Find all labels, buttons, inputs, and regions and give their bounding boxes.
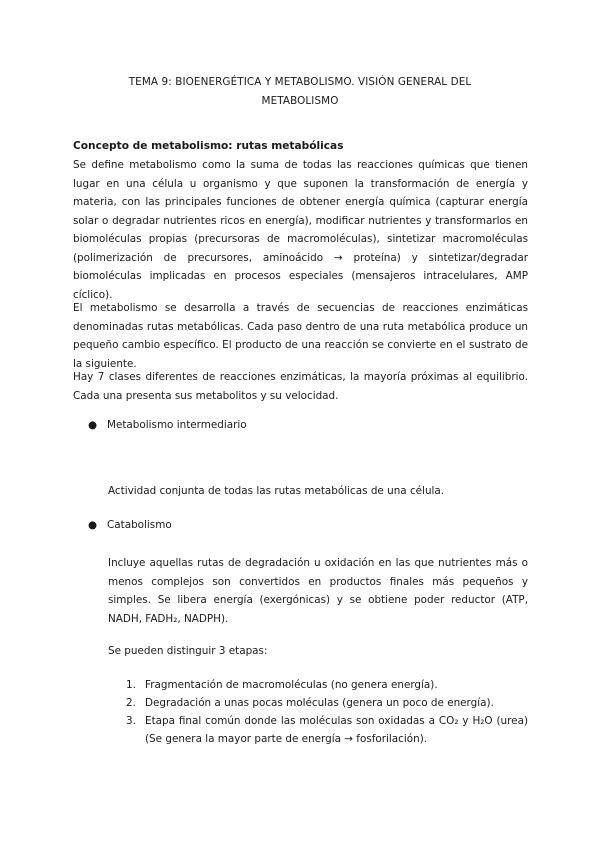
paragraph-metabolic-routes: El metabolismo se desarrolla a través de secuencias de reacciones enzimáticas denominadas rutas metabólicas. Cada paso dentro de una ruta metabólica produce un pequeño cambio específico. El producto de una reacción se convierte en el sustrato de la siguiente. — [73, 302, 528, 370]
bullet-icon: ● — [88, 519, 98, 531]
stages-list — [126, 676, 528, 748]
list-item-text: Degradación a unas pocas moléculas (genera un poco de energía). — [145, 697, 494, 709]
list-item-number: 1. — [126, 679, 136, 691]
section-heading: Concepto de metabolismo: rutas metabólicas — [73, 140, 344, 152]
list-item — [126, 694, 528, 712]
bullet-label: Catabolismo — [107, 519, 172, 531]
list-item-number: 2. — [126, 697, 136, 709]
list-item — [126, 712, 528, 748]
paragraph-enzymatic-classes: Hay 7 clases diferentes de reacciones enzimáticas, la mayoría próximas al equilibrio. Cada una presenta sus metabolitos y su velocidad. — [73, 371, 528, 402]
list-item-text: Fragmentación de macromoléculas (no genera energía). — [145, 679, 438, 691]
bullet-item-intermediate-metabolism — [88, 418, 247, 432]
bullet-icon: ● — [88, 419, 98, 431]
stages-intro: Se pueden distinguir 3 etapas: — [108, 645, 268, 657]
list-item-text: Etapa final común donde las moléculas son oxidadas a CO₂ y H₂O (urea) (Se genera la mayor parte de energía → fosforilación). — [145, 715, 528, 745]
list-item-number: 3. — [126, 715, 136, 727]
title-line-2: METABOLISMO — [261, 95, 339, 107]
list-item — [126, 676, 528, 694]
paragraph-definition: Se define metabolismo como la suma de todas las reacciones químicas que tienen lugar en una célula u organismo y que suponen la transformación de energía y materia, con las principales funciones de obtener energía química (capturar energía solar o degradar nutrientes ricos en energía), modificar nutrientes y transformarlos en biomoléculas propias (precursoras de macromoléculas), sintetizar macromoléculas (polimerización de precursores, aminoácido → proteína) y sintetizar/degradar biomoléculas implicadas en procesos especiales (mensajeros intracelulares, AMP cíclico). — [73, 159, 528, 301]
title-line-1: TEMA 9: BIOENERGÉTICA Y METABOLISMO. VISIÓN GENERAL DEL — [128, 76, 472, 88]
bullet-description-intermediate: Actividad conjunta de todas las rutas metabólicas de una célula. — [108, 485, 445, 497]
bullet-label: Metabolismo intermediario — [107, 419, 247, 431]
bullet-description-catabolism: Incluye aquellas rutas de degradación u oxidación en las que nutrientes más o menos complejos son convertidos en productos finales más pequeños y simples. Se libera energía (exergónicas) y se obtiene poder reductor (ATP, NADH, FADH₂, NADPH). — [108, 557, 528, 625]
document-title — [100, 73, 500, 111]
bullet-item-catabolism — [88, 518, 172, 532]
